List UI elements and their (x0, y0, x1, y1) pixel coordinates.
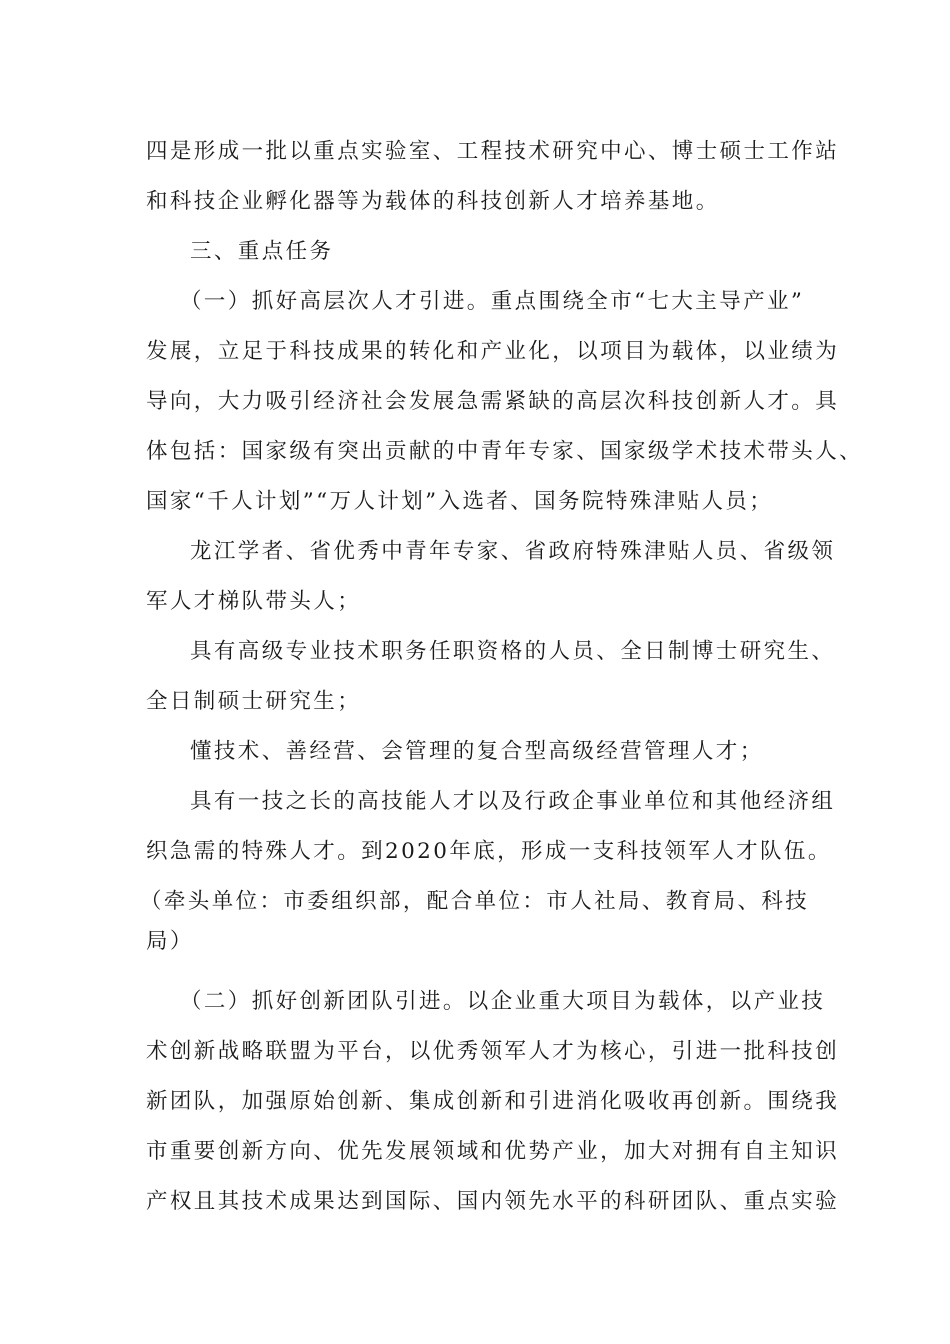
paragraph-line: 军人才梯队带头人； (146, 589, 362, 614)
paragraph-line: 和科技企业孵化器等为载体的科技创新人才培养基地。 (146, 189, 720, 214)
paragraph-line: 四是形成一批以重点实验室、工程技术研究中心、博士硕士工作站 (146, 139, 840, 164)
paragraph-line: 织急需的特殊人才。到2020年底，形成一支科技领军人才队伍。 (146, 839, 832, 864)
paragraph-line: （一）抓好高层次人才引进。重点围绕全市“七大主导产业” (180, 289, 805, 314)
section-heading: 三、重点任务 (190, 239, 334, 264)
paragraph-line: 发展，立足于科技成果的转化和产业化，以项目为载体，以业绩为 (146, 339, 840, 364)
paragraph-line: 术创新战略联盟为平台，以优秀领军人才为核心，引进一批科技创 (146, 1039, 840, 1064)
paragraph-line: 市重要创新方向、优先发展领域和优势产业，加大对拥有自主知识 (146, 1139, 840, 1164)
paragraph-line: 产权且其技术成果达到国际、国内领先水平的科研团队、重点实验 (146, 1189, 840, 1214)
paragraph-line: 具有一技之长的高技能人才以及行政企事业单位和其他经济组 (190, 789, 836, 814)
paragraph-line: 体包括：国家级有突出贡献的中青年专家、国家级学术技术带头人、 (146, 439, 864, 464)
paragraph-line: 新团队，加强原始创新、集成创新和引进消化吸收再创新。围绕我 (146, 1089, 840, 1114)
paragraph-line: 龙江学者、省优秀中青年专家、省政府特殊津贴人员、省级领 (190, 539, 836, 564)
paragraph-line: 国家“千人计划”“万人计划”入选者、国务院特殊津贴人员； (146, 489, 774, 514)
paragraph-line: 导向，大力吸引经济社会发展急需紧缺的高层次科技创新人才。具 (146, 389, 840, 414)
paragraph-line: 具有高级专业技术职务任职资格的人员、全日制博士研究生、 (190, 639, 836, 664)
paragraph-line: （牵头单位：市委组织部，配合单位：市人社局、教育局、科技 (140, 889, 810, 914)
paragraph-line: 懂技术、善经营、会管理的复合型高级经营管理人才； (190, 739, 764, 764)
paragraph-line: 局） (146, 929, 194, 954)
paragraph-line: （二）抓好创新团队引进。以企业重大项目为载体，以产业技 (180, 989, 826, 1014)
paragraph-line: 全日制硕士研究生； (146, 689, 362, 714)
